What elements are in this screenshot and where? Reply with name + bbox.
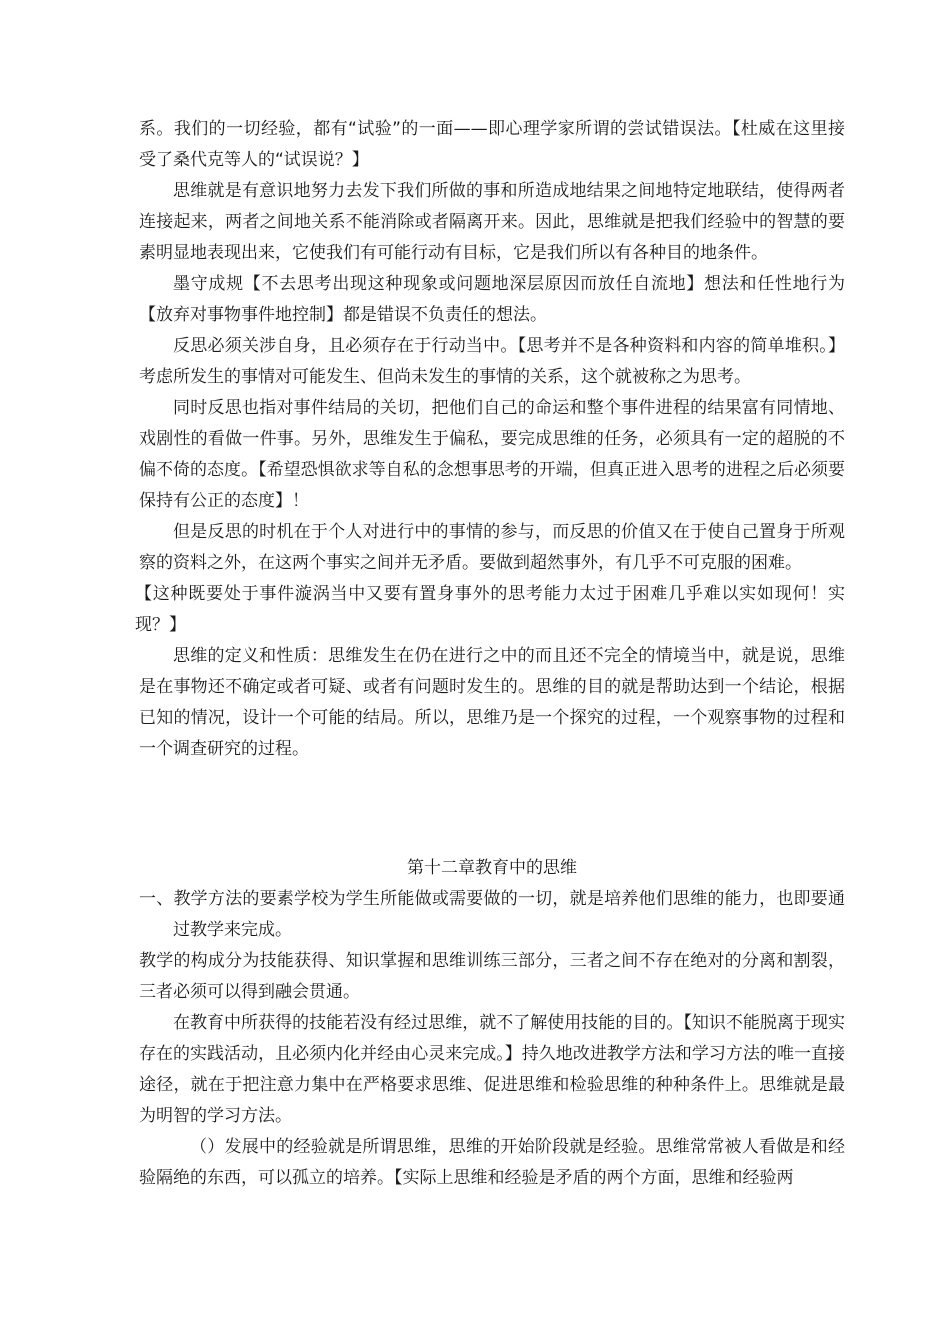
section-spacer bbox=[139, 765, 845, 853]
paragraph: 教学的构成分为技能获得、知识掌握和思维训练三部分，三者之间不存在绝对的分离和割裂，三者必须可以得到融会贯通。 bbox=[139, 951, 845, 1002]
section-heading-paragraph: 一、教学方法的要素学校为学生所能做或需要做的一切，就是培养他们思维的能力，也即要通过教学来完成。 bbox=[139, 889, 845, 940]
paragraph: 同时反思也指对事件结局的关切，把他们自己的命运和整个事件进程的结果富有同情地、戏剧性的看做一件事。另外，思维发生于偏私，要完成思维的任务，必须具有一定的超脱的不偏不倚的态度。【希望恐惧欲求等自私的念想事思考的开端，但真正进入思考的进程之后必须要保持有公正的态度】！ bbox=[139, 398, 845, 511]
chapter-title: 第十二章教育中的思维 bbox=[407, 858, 577, 878]
document-body bbox=[135, 114, 845, 1194]
paragraph: 在教育中所获得的技能若没有经过思维，就不了解使用技能的目的。【知识不能脱离于现实存在的实践活动，且必须内化并经由心灵来完成。】持久地改进教学方法和学习方法的唯一直接途径，就在于把注意力集中在严格要求思维、促进思维和检验思维的种种条件上。思维就是最为明智的学习方法。 bbox=[139, 1013, 845, 1126]
paragraph: 思维的定义和性质：思维发生在仍在进行之中的而且还不完全的情境当中，就是说，思维是在事物还不确定或者可疑、或者有问题时发生的。思维的目的就是帮助达到一个结论，根据已知的情况，设计一个可能的结局。所以，思维乃是一个探究的过程，一个观察事物的过程和一个调查研究的过程。 bbox=[139, 646, 845, 759]
paragraph-annotation: 【这种既要处于事件漩涡当中又要有置身事外的思考能力太过于困难几乎难以实如现何！实现？】 bbox=[135, 584, 845, 635]
paragraph: 思维就是有意识地努力去发下我们所做的事和所造成地结果之间地特定地联结，使得两者连接起来，两者之间地关系不能消除或者隔离开来。因此，思维就是把我们经验中的智慧的要素明显地表现出来，它使我们有可能行动有目标，它是我们所以有各种目的地条件。 bbox=[139, 181, 845, 263]
paragraph: 墨守成规【不去思考出现这种现象或问题地深层原因而放任自流地】想法和任性地行为【放弃对事物事件地控制】都是错误不负责任的想法。 bbox=[139, 274, 845, 325]
paragraph: 反思必须关涉自身，且必须存在于行动当中。【思考并不是各种资料和内容的简单堆积。】考虑所发生的事情对可能发生、但尚未发生的事情的关系，这个就被称之为思考。 bbox=[139, 336, 845, 387]
paragraph-continued: 系。我们的一切经验，都有“试验”的一面——即心理学家所谓的尝试错误法。【杜威在这里接受了桑代克等人的“试误说？】 bbox=[139, 119, 845, 170]
paragraph: 但是反思的时机在于个人对进行中的事情的参与，而反思的价值又在于使自己置身于所观察的资料之外，在这两个事实之间并无矛盾。要做到超然事外，有几乎不可克服的困难。 bbox=[139, 522, 845, 573]
paragraph: （）发展中的经验就是所谓思维，思维的开始阶段就是经验。思维常常被人看做是和经验隔绝的东西，可以孤立的培养。【实际上思维和经验是矛盾的两个方面，思维和经验两 bbox=[139, 1137, 845, 1188]
